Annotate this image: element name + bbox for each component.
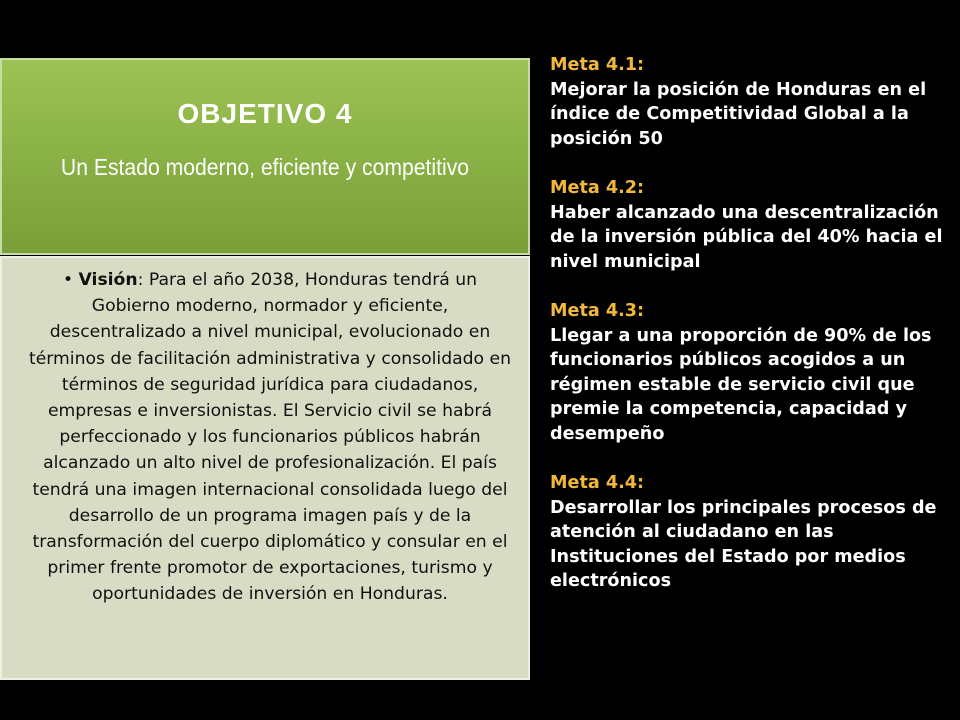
meta-title: Meta 4.1: <box>550 55 645 75</box>
objective-subtitle: Un Estado moderno, eficiente y competitivo <box>60 154 470 180</box>
meta-text: Desarrollar los principales procesos de atención al ciudadano en las Instituciones del Estado por medios electrónicos <box>550 497 937 592</box>
bullet: • <box>62 270 74 290</box>
meta-item-4-1 <box>550 53 950 151</box>
meta-title: Meta 4.2: <box>550 177 645 198</box>
metas-list <box>550 53 950 619</box>
meta-text: Mejorar la posición de Honduras en el índice de Competitividad Global a la posición 50 <box>550 79 927 149</box>
meta-title: Meta 4.4: <box>550 473 645 494</box>
meta-text: Haber alcanzado una descentralización de la inversión pública del 40% hacia el nivel municipal <box>550 202 943 272</box>
meta-item-4-4 <box>550 471 950 594</box>
objective-title: OBJETIVO 4 <box>177 98 353 129</box>
vision-body: : Para el año 2038, Honduras tendrá un Gobierno moderno, normador y eficiente, descentralizado a nivel municipal, evolucionado en términos de facilitación administrativa y consolidado en términos de seguridad jurídica para ciudadanos, empresas e inversionistas. El Servicio civil se habrá perfeccionado y los funcionarios públicos habrán alcanzado un alto nivel de profesionalización. El país tendrá una imagen internacional consolidada luego del desarrollo de un programa imagen país y de la transformación del cuerpo diplomático y consular en el primer frente promotor de exportaciones, turismo y oportunidades de inversión en Honduras. <box>28 270 511 605</box>
vision-label: Visión <box>78 270 138 290</box>
meta-item-4-3 <box>550 299 950 447</box>
meta-title: Meta 4.3: <box>550 300 645 321</box>
vision-paragraph <box>24 267 516 608</box>
meta-item-4-2 <box>550 176 950 274</box>
objective-header-box <box>0 58 530 255</box>
vision-box <box>0 256 530 680</box>
meta-text: Llegar a una proporción de 90% de los funcionarios públicos acogidos a un régimen estable de servicio civil que premie la competencia, capacidad y desempeño <box>550 325 932 444</box>
